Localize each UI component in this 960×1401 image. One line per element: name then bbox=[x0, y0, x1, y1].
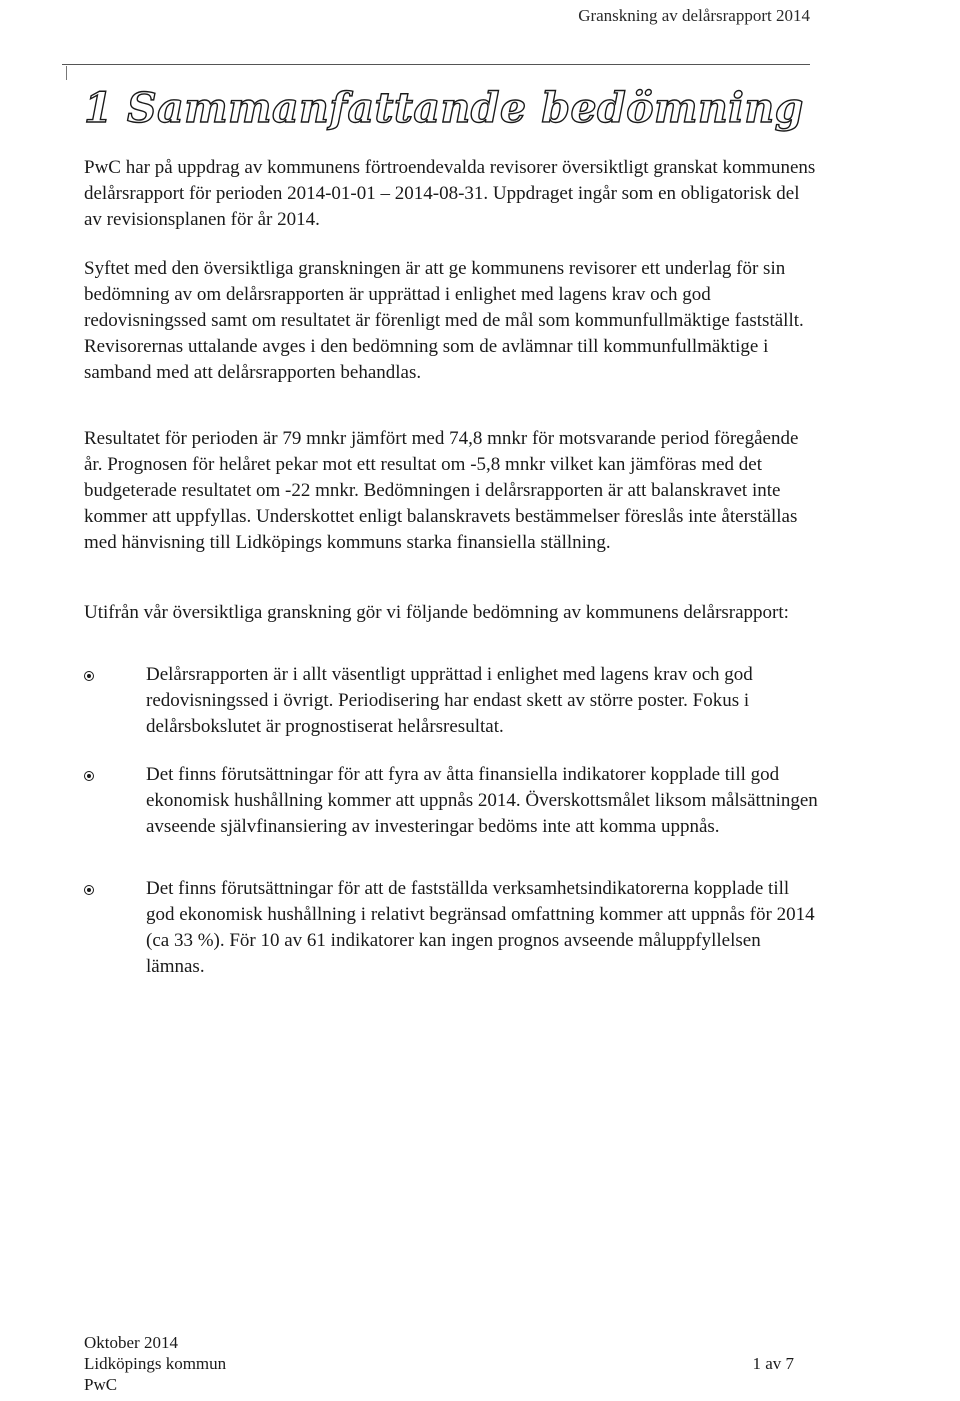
section-heading bbox=[84, 84, 804, 132]
section-title: Sammanfattande bedömning bbox=[127, 84, 804, 132]
assessment-intro-paragraph: Utifrån vår översiktliga granskning gör vi följande bedömning av kommunens delårsrapport: bbox=[84, 602, 789, 623]
running-header: Granskning av delårsrapport 2014 bbox=[578, 6, 810, 25]
purpose-paragraph: Syftet med den översiktliga granskningen är att ge kommunens revisorer ett underlag för sin bedömning av om delårsrapporten är upprättad i enlighet med lagens krav och god redovisningssed samt om resultatet är förenligt med de mål som kommunfullmäktige fastställt. Revisorernas uttalande avges i den bedömning som de avlämnar till kommunfullmäktige i samband med att delårsrapporten behandlas. bbox=[84, 258, 804, 383]
list-item-text: Det finns förutsättningar för att fyra av åtta finansiella indikatorer kopplade till god ekonomisk hushållning kommer att uppnås 2014. Överskottsmålet liksom målsättningen avseende självfinansiering av investeringar bedöms inte att komma uppnås. bbox=[146, 764, 818, 837]
bullet-icon bbox=[84, 771, 94, 781]
footer-date: Oktober 2014 bbox=[84, 1333, 178, 1352]
list-item bbox=[84, 876, 819, 980]
footer-info bbox=[84, 1332, 226, 1395]
bullet-icon bbox=[84, 671, 94, 681]
intro-paragraph: PwC har på uppdrag av kommunens förtroendevalda revisorer översiktligt granskat kommunens delårsrapport för perioden 2014-01-01 – 2014-08-31. Uppdraget ingår som en obligatorisk del av revisionsplanen för år 2014. bbox=[84, 157, 816, 230]
bullet-icon bbox=[84, 885, 94, 895]
section-number: 1 bbox=[84, 84, 114, 132]
header-margin-mark bbox=[66, 66, 67, 80]
result-paragraph: Resultatet för perioden är 79 mnkr jämfört med 74,8 mnkr för motsvarande period föregående år. Prognosen för helåret pekar mot ett resultat om -5,8 mnkr vilket kan jämföras med det budgeterade resultatet om -22 mnkr. Bedömningen i delårsrapporten är att balanskravet inte kommer att uppfyllas. Underskottet enligt balanskravets bestämmelser föreslås inte återställas med hänvisning till Lidköpings kommuns starka finansiella ställning. bbox=[84, 428, 799, 553]
list-item bbox=[84, 762, 819, 840]
assessment-list bbox=[84, 662, 819, 980]
page-number: 1 av 7 bbox=[752, 1354, 794, 1373]
list-item-text: Det finns förutsättningar för att de fastställda verksamhetsindikatorerna kopplade till god ekonomisk hushållning i relativt begränsad omfattning kommer att uppnås för 2014 (ca 33 %). För 10 av 61 indikatorer kan ingen prognos avseende måluppfyllelsen lämnas. bbox=[146, 878, 815, 977]
footer-author: PwC bbox=[84, 1375, 118, 1394]
list-item bbox=[84, 662, 819, 740]
header-divider bbox=[62, 64, 810, 65]
list-item-text: Delårsrapporten är i allt väsentligt upprättad i enlighet med lagens krav och god redovisningssed i övrigt. Periodisering har endast skett av större poster. Fokus i delårsbokslutet är prognostiserat helårsresultat. bbox=[146, 664, 753, 737]
footer-organization: Lidköpings kommun bbox=[84, 1354, 227, 1373]
